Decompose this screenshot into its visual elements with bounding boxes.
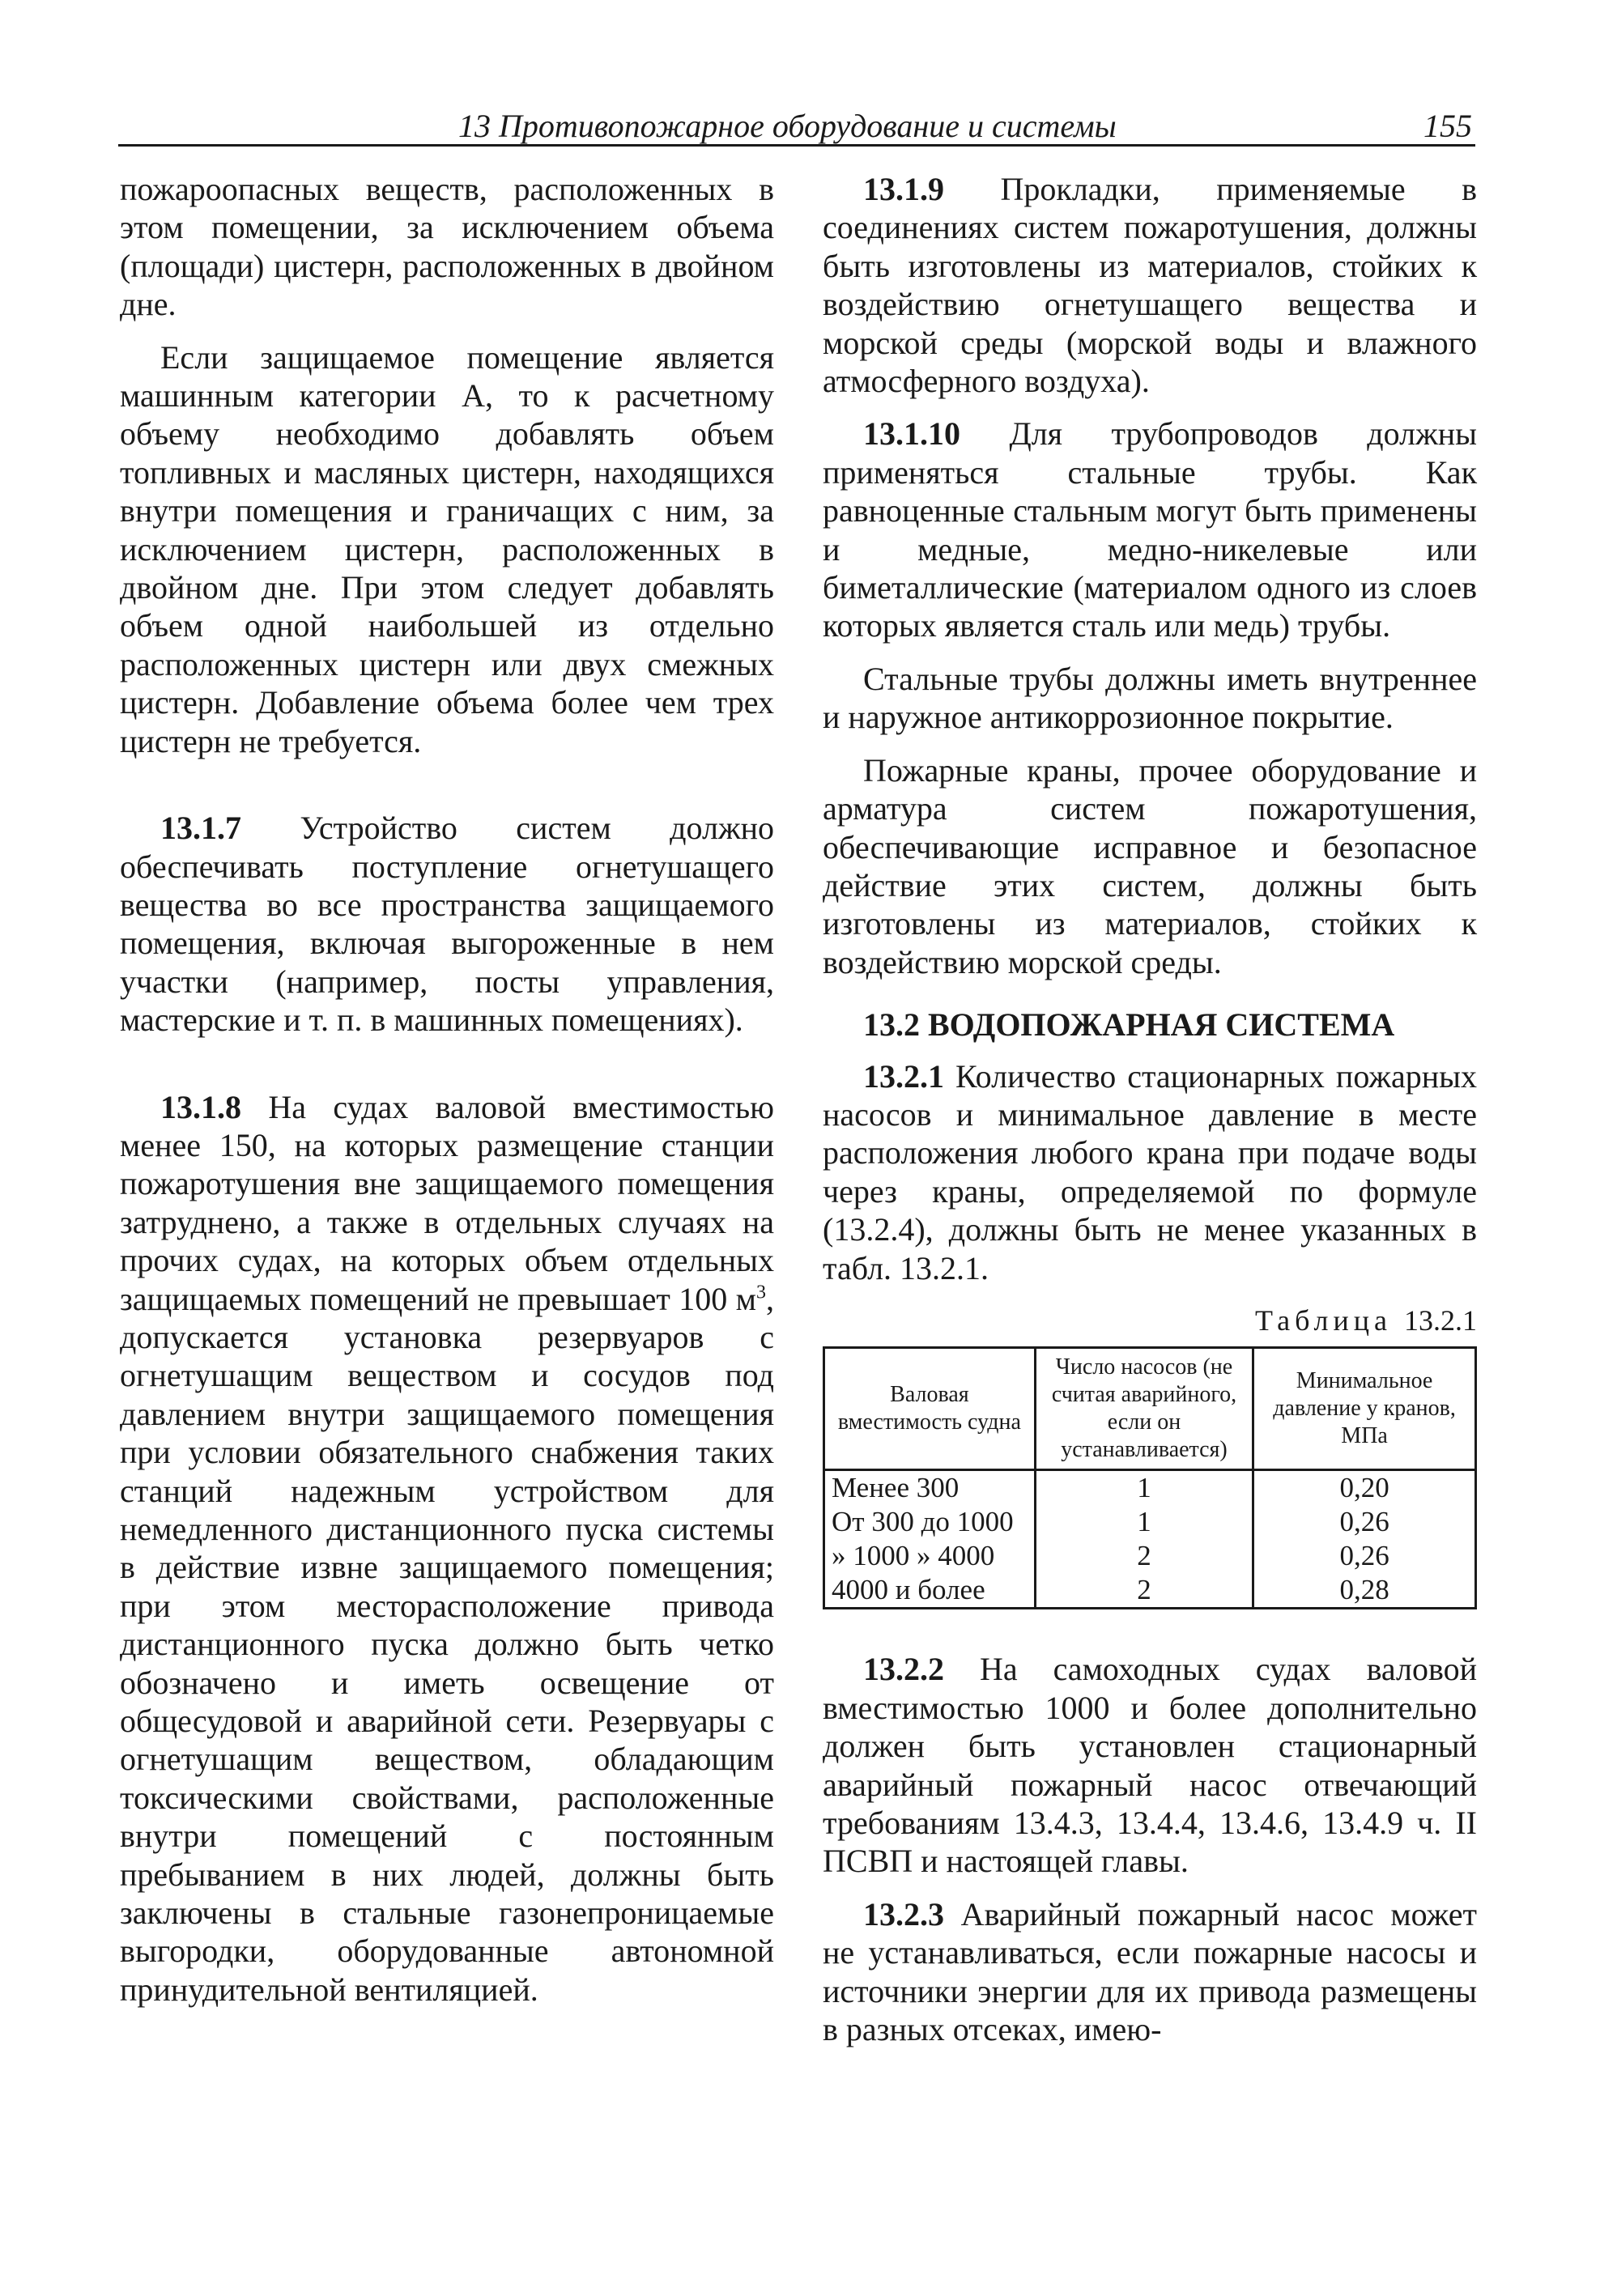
clause-13-1-7 [120,809,774,1039]
table-cell: » 1000 » 4000 [824,1539,1036,1573]
clause-number: 13.1.9 [863,171,944,207]
table-cell: От 300 до 1000 [824,1505,1036,1539]
clause-text: , допускается установка резервуаров с огнетушащим веществом и сосудов под давлением внутри защищаемого помещения при условии обязательного снабжения таких станций надежным устройством для немедленного дистанционного пуска системы в действие извне защищаемого помещения; при этом месторасположение привода дистанционного пуска должно быть четко обозначено и иметь освещение от общесудовой и аварийной сети. Резервуары с огнетушащим веществом, обладающим токсическими свойствами, расположенные внутри помещений с постоянным пребыванием в них людей, должны быть заключены в стальные газонепроницаемые выгородки, оборудованные автономной принудительной вентиляцией. [120,1280,774,2008]
right-column [823,170,1477,2063]
clause-text: Количество стационарных пожарных насосов и минимальное давление в месте расположения любого крана при подаче воды через краны, определяемой по формуле (13.2.4), должны быть не менее указанных в табл. 13.2.1. [823,1057,1477,1286]
table-cell: 4000 и более [824,1573,1036,1609]
table-header-cell: Минимальное давление у кранов, МПа [1253,1348,1476,1470]
clause-number: 13.1.10 [863,415,960,453]
table-cell: 2 [1035,1539,1253,1573]
superscript: 3 [756,1282,766,1303]
clause-number: 13.2.3 [863,1895,944,1932]
table-cell: Менее 300 [824,1470,1036,1506]
page-header [118,104,1475,147]
left-column [120,170,774,2023]
table-cell: 0,28 [1253,1573,1476,1609]
clause-13-1-9 [823,170,1477,400]
table-cell: 2 [1035,1573,1253,1609]
clause-number: 13.1.8 [160,1088,241,1125]
paragraph: Пожарные краны, прочее оборудование и арматура систем пожаротушения, обеспечивающие исправное и безопасное действие этих систем, должны быть изготовлены из материалов, стойких к воздействию морской среды. [823,751,1477,980]
clause-text: На судах валовой вместимостью менее 150, на которых размещение станции пожаротушения вне защищаемого помещения затруднено, а также в отдельных случаях на прочих судах, на которых объем отдельных защищаемых помещений не превышает 100 м [120,1088,774,1317]
running-title: 13 Противопожарное оборудование и системы [458,108,1117,144]
clause-13-2-3 [823,1895,1477,2049]
clause-13-1-8 [120,1088,774,2009]
table-block [823,1302,1477,1609]
clause-number: 13.1.7 [160,810,241,847]
clause-number: 13.2.1 [863,1057,944,1095]
table-cell: 0,26 [1253,1505,1476,1539]
clause-13-1-10 [823,415,1477,644]
clause-text: Для трубопроводов должны применяться стальные трубы. Как равноценные стальным могут быть применены и медные, медно-никелевые или биметаллические (материалом одного из слоев которых является сталь или медь) трубы. [823,415,1478,644]
clause-text: Прокладки, применяемые в соединениях систем пожаротушения, должны быть изготовлены из материалов, стойких к воздействию огнетушащего вещества и морской среды (морской воды и влажного атмосферного воздуха). [823,171,1477,400]
table-cell: 1 [1035,1505,1253,1539]
paragraph: Стальные трубы должны иметь внутреннее и наружное антикоррозионное покрытие. [823,660,1477,736]
clause-text: Устройство систем должно обеспечивать поступление огнетушащего вещества во все пространства защищаемого помещения, включая выгороженные в нем участки (например, посты управления, мастерские и т. п. в машинных помещениях). [120,810,774,1039]
table-row [824,1470,1476,1506]
section-heading: 13.2 ВОДОПОЖАРНАЯ СИСТЕМА [863,1006,1395,1044]
clause-number: 13.2.2 [863,1651,944,1688]
table-cell: 0,26 [1253,1539,1476,1573]
table-header-cell: Число насосов (не считая аварийного, если он устанавливается) [1035,1348,1253,1470]
table-caption-number: 13.2.1 [1404,1303,1477,1337]
table-row [824,1573,1476,1609]
table-header-row [824,1348,1476,1470]
clause-13-2-2 [823,1650,1477,1880]
paragraph: Если защищаемое помещение является машинным категории А, то к расчетному объему необходимо добавлять объем топливных и масляных цистерн, находящихся внутри помещения и граничащих с ним, за исключением цистерн, расположенных в двойном дне. При этом следует добавлять объем одной наибольшей из отдельно расположенных цистерн или двух смежных цистерн. Добавление объема более чем трех цистерн не требуется. [120,338,774,759]
table-row [824,1505,1476,1539]
pump-table [823,1346,1477,1609]
clause-text: Аварийный пожарный насос может не устанавливаться, если пожарные насосы и источники энергии для их привода размещены в разных отсеках, имею- [823,1895,1477,2048]
table-caption-word: Таблица [1255,1303,1392,1337]
table-row [824,1539,1476,1573]
table-cell: 0,20 [1253,1470,1476,1506]
table-cell: 1 [1035,1470,1253,1506]
clause-text: На самоходных судах валовой вместимостью 1000 и более дополнительно должен быть установлен стационарный аварийный пожарный насос отвечающий требованиям 13.4.3, 13.4.4, 13.4.6, 13.4.9 ч. II ПСВП и настоящей главы. [823,1651,1478,1880]
table-header-cell: Валовая вместимость судна [824,1348,1036,1470]
clause-13-2-1 [823,1057,1477,1287]
page-number: 155 [1423,108,1472,144]
table-caption [823,1302,1477,1340]
paragraph: пожароопасных веществ, расположенных в этом помещении, за исключением объема (площади) цистерн, расположенных в двойном дне. [120,171,774,323]
